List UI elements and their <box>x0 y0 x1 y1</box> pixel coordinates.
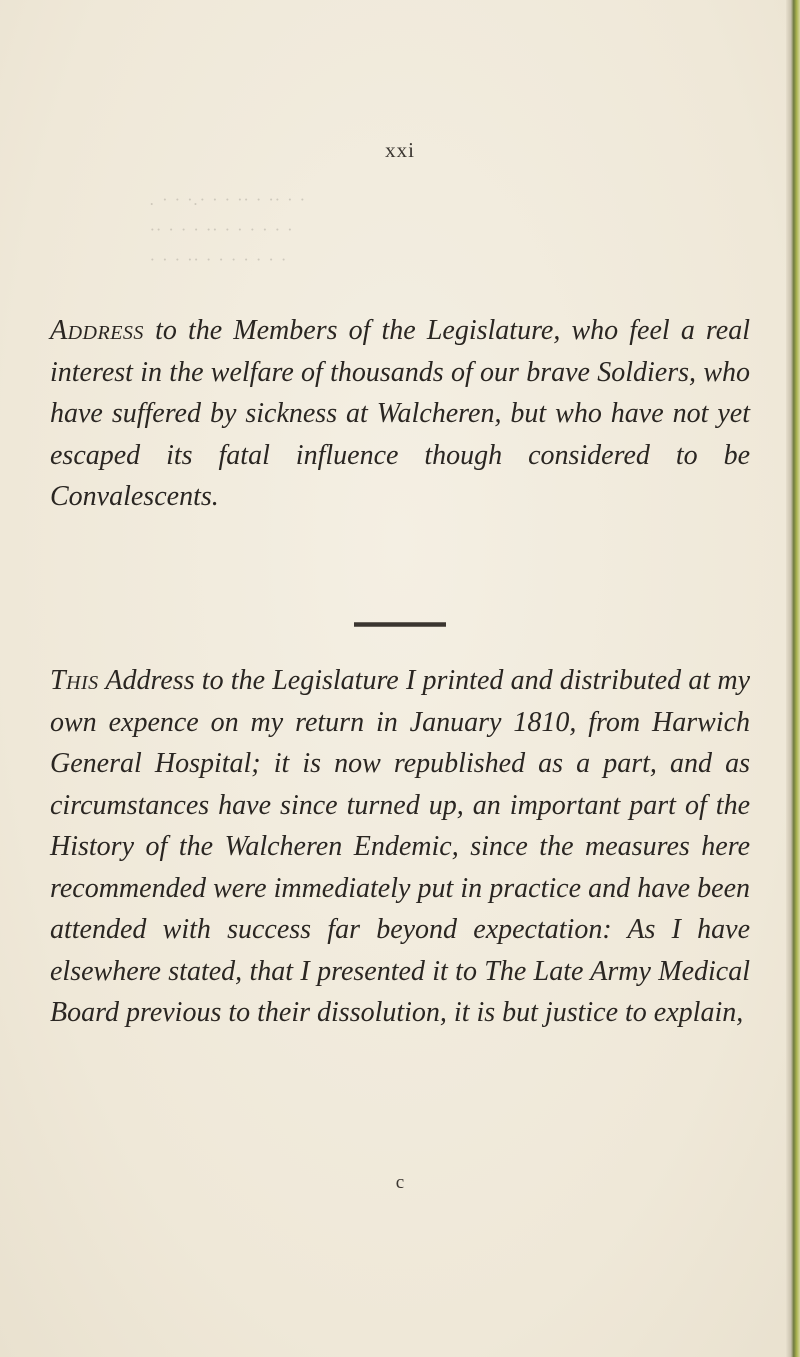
section-divider <box>0 622 800 627</box>
divider-rule <box>354 622 446 627</box>
address-heading <box>50 310 750 518</box>
heading-lead-word: Address <box>50 315 144 346</box>
body-text: Address to the Legislature I printed and distributed at my own expence on my return in January 1810, from Harwich General Hospital; it is now republished as a part, and as circumstances have since turned up, an important part of the History of the Walcheren Endemic, since the measures here recommended were immediately put in practice and have been attended with success far beyond expectation: As I have elsewhere stated, that I presented it to The Late Army Medical Board previous to their dissolution, it is but justice to explain, <box>50 665 750 1028</box>
signature-mark: c <box>395 1172 405 1193</box>
show-through-text: . · · ·.· · · ·· · ·· · · ·· · · · ·· · · · · · · · · · ·· · · · · · · · <box>150 190 307 269</box>
body-paragraph <box>50 660 750 1034</box>
page-number: xxi <box>385 138 415 162</box>
body-lead-word: This <box>50 665 99 696</box>
heading-text: to the Members of the Legislature, who feel a real interest in the welfare of thousands of our brave Soldiers, who have suffered by sickness at Walcheren, but who have not yet escaped its fatal influence though considered to be Convalescents. <box>50 315 750 512</box>
page-edge <box>786 0 800 1357</box>
